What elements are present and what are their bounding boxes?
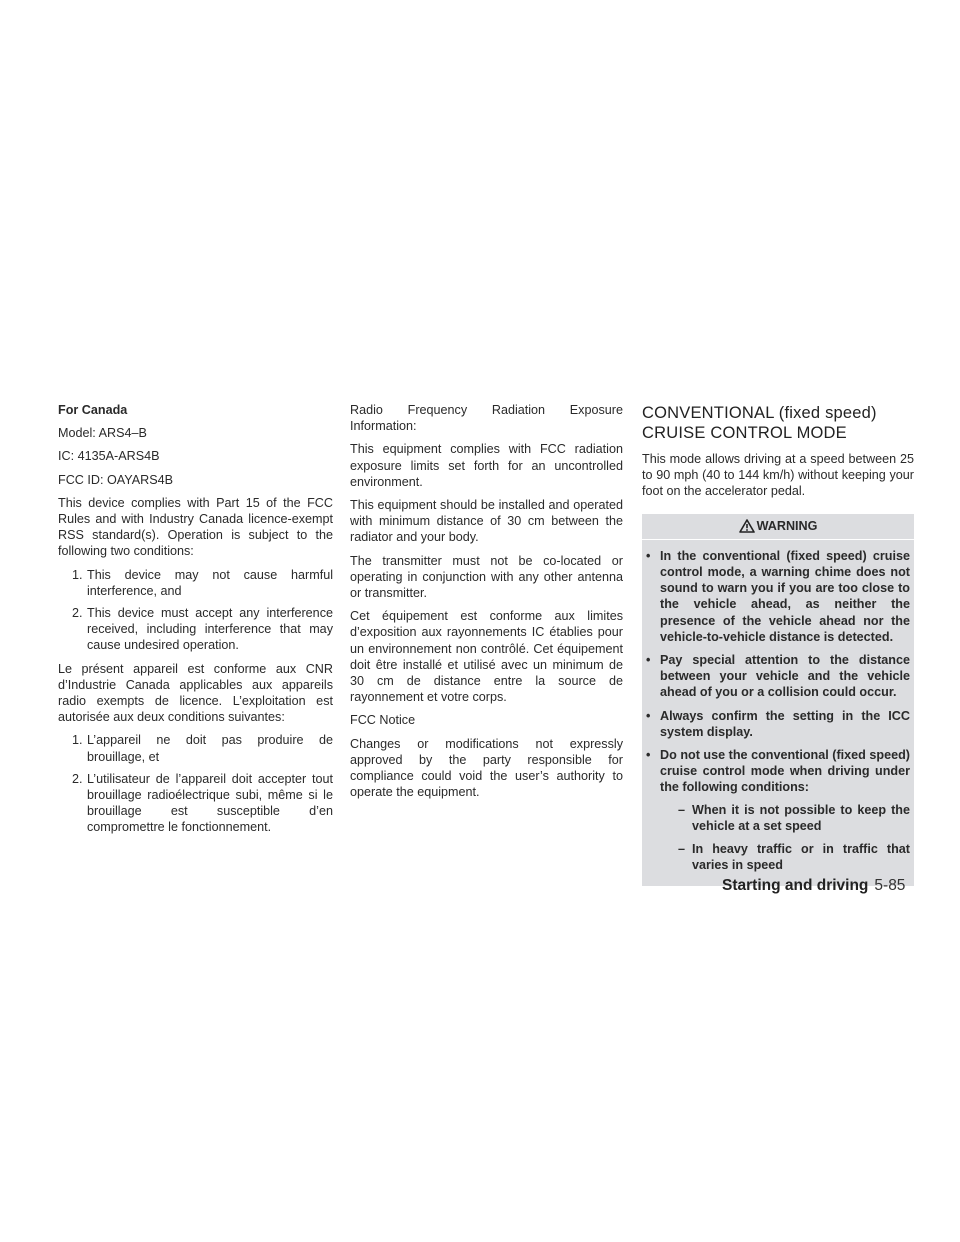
for-canada-heading: For Canada <box>58 403 128 417</box>
model-line: Model: ARS4–B <box>58 426 147 441</box>
column-left <box>58 402 333 843</box>
warning-item: • Always confirm the setting in the ICC system display. <box>646 708 910 739</box>
warning-box <box>642 514 914 887</box>
warning-item: • Pay special attention to the distance between your vehicle and the vehicle ahead of you or a collision could occur. <box>646 653 910 700</box>
paragraph: This equipment complies with FCC radiation exposure limits set forth for an uncontrolled environment. <box>350 442 623 489</box>
list-item: 2. This device must accept any interference received, including interference that may cause undesired operation. <box>72 606 333 653</box>
page-footer <box>722 877 922 895</box>
list-item: 1. This device may not cause harmful interference, and <box>72 567 333 598</box>
paragraph: Cet équipement est conforme aux limites d’exposition aux rayonnements IC établies pour un environnement non contrôlé. Cet équipement doit être installé et utilisé avec un minimum de 30 cm de distance entre la source de rayonnement et votre corps. <box>350 609 623 705</box>
warning-sublist <box>674 802 910 874</box>
warning-item: • Do not use the conventional (fixed speed) cruise control mode when driving under the following conditions: – When it is not possible to keep the vehicle at a set speed – In heavy traffic or in traffic that varies in speed <box>646 748 910 873</box>
conditions-list-en <box>58 567 333 654</box>
paragraph: The transmitter must not be co-located or operating in conjunction with any other antenna or transmitter. <box>350 553 623 601</box>
warning-item: • In the conventional (fixed speed) cruise control mode, a warning chime does not sound to warn you if you are too close to the vehicle ahead, as neither the presence of the vehicle ahead nor the vehicle-to-vehicle distance is detected. <box>646 548 910 644</box>
warning-subitem: – In heavy traffic or in traffic that varies in speed <box>678 842 910 873</box>
ic-line: IC: 4135A-ARS4B <box>58 449 160 464</box>
page-number: 5-85 <box>874 877 906 894</box>
fcc-id-line: FCC ID: OAYARS4B <box>58 472 173 487</box>
column-right <box>642 402 914 886</box>
list-item: 1. L’appareil ne doit pas produire de brouillage, et <box>72 733 333 764</box>
intro-en: This device complies with Part 15 of the FCC Rules and with Industry Canada licence-exempt RSS standard(s). Operation is subject to the following two conditions: <box>58 495 333 559</box>
warning-header: WARNING <box>642 514 914 540</box>
section-name: Starting and driving <box>722 877 869 894</box>
fcc-notice-title: FCC Notice <box>350 713 416 728</box>
section-title: CONVENTIONAL (fixed speed) CRUISE CONTROL MODE <box>642 404 877 442</box>
column-middle <box>350 402 623 807</box>
rf-exposure-title: Radio Frequency Radiation Exposure Information: <box>350 403 623 434</box>
paragraph: This equipment should be installed and operated with minimum distance of 30 cm between the radiator and your body. <box>350 498 623 545</box>
paragraph: Changes or modifications not expressly approved by the party responsible for compliance could void the user’s authority to operate the equipment. <box>350 736 623 800</box>
warning-list <box>646 548 910 874</box>
conditions-list-fr <box>58 732 333 835</box>
section-intro: This mode allows driving at a speed between 25 to 90 mph (40 to 144 km/h) without keeping your foot on the accelerator pedal. <box>642 452 914 499</box>
warning-icon <box>739 519 755 533</box>
list-item: 2. L’utilisateur de l’appareil doit accepter tout brouillage radioélectrique subi, même si le brouillage est susceptible d’en compromettre le fonctionnement. <box>72 771 333 835</box>
intro-fr: Le présent appareil est conforme aux CNR d’Industrie Canada applicables aux appareils radio exempts de licence. L’exploitation est autorisée aux deux conditions suivantes: <box>58 661 333 725</box>
warning-subitem: – When it is not possible to keep the vehicle at a set speed <box>678 802 910 833</box>
